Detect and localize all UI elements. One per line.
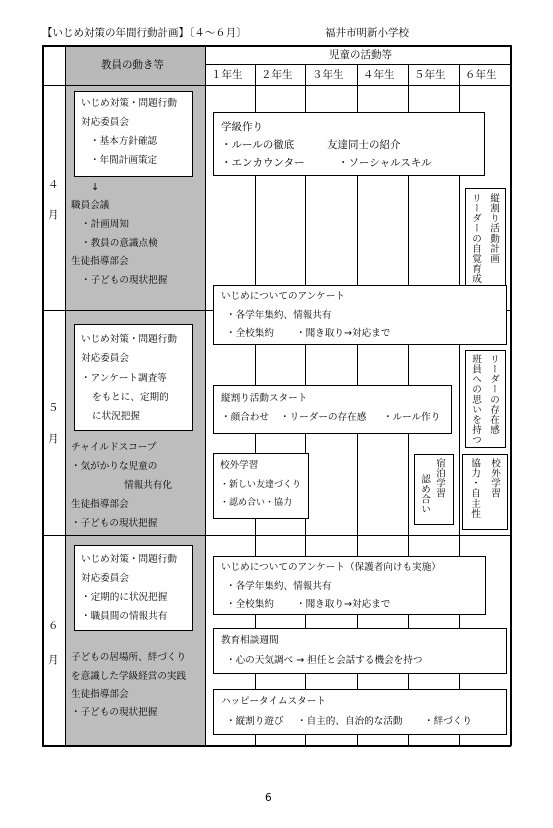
april-survey-line2: ・全校集約	[226, 328, 274, 339]
page-title: 【いじめ対策の年間行動計画】〔４～６月〕	[42, 27, 247, 39]
may-committee-line1: いじめ対策・問題行動	[81, 334, 177, 345]
april-tatewari-note: 縦割り活動計画	[488, 193, 500, 264]
june-others-line3: 生徒指導部会	[71, 689, 129, 700]
june-happy-title: ハッピータイムスタート	[221, 696, 326, 707]
april-committee-line2: 対応委員会	[81, 117, 129, 128]
grade-header-3: ３年生	[312, 69, 344, 81]
april-survey-line3: ・聞き取り→対応まで	[296, 328, 391, 339]
may-committee-line2: 対応委員会	[81, 353, 129, 364]
school-name: 福井市明新小学校	[325, 27, 409, 39]
june-committee-line4: ・職員間の情報共有	[81, 611, 168, 622]
june-others-line2: を意識した学級経営の実践	[71, 671, 187, 682]
may-others-line2: ・気がかりな児童の	[71, 461, 158, 472]
june-committee-line2: 対応委員会	[81, 573, 129, 584]
may-shukuhaku-line1: 宿泊学習	[434, 458, 446, 499]
june-happy-line3: ・絆づくり	[424, 716, 472, 727]
grade-header-4: ４年生	[363, 69, 395, 81]
may-others-line4: 生徒指導部会	[71, 499, 129, 510]
april-gakkyu-line1a: ・ルールの徹底	[221, 139, 295, 151]
may-committee-line4: をもとに、定期的	[92, 392, 169, 403]
may-committee-line3: ・アンケート調査等	[81, 373, 167, 384]
june-happy-line1: ・縦割り遊び	[226, 716, 284, 727]
may-committee-line5: に状況把握	[92, 411, 140, 422]
june-survey-title: いじめについてのアンケート（保護者向けも実施）	[221, 562, 441, 573]
april-survey-line1: ・各学年集約、情報共有	[226, 310, 332, 321]
may-tatewari-line2: ・リーダーの存在感	[280, 412, 367, 423]
april-meeting-line2: ・計画周知	[81, 219, 129, 230]
june-happy-line2: ・自主的、自治的な活動	[297, 716, 403, 727]
may-leader-note: リーダーの存在感	[488, 354, 500, 435]
april-leader-note: リーダーの自覚育成	[470, 193, 482, 284]
april-committee-line3: ・基本方針確認	[90, 136, 158, 147]
may-tatewari-title: 縦割り活動スタート	[221, 393, 308, 404]
april-meeting-line5: ・子どもの現状把握	[81, 275, 168, 286]
page-number: 6	[265, 792, 272, 804]
june-survey-line3: ・聞き取り→対応まで	[296, 599, 391, 610]
may-shukuhaku-line2: 認め合い	[419, 474, 431, 515]
april-gakkyu-line2a: ・エンカウンター	[221, 157, 305, 169]
may-others-line3: 情報共有化	[124, 480, 172, 491]
may-tatewari-line1: ・顔合わせ	[221, 412, 269, 423]
may-kougai-line1: ・新しい友達づくり	[220, 480, 302, 490]
children-column-header: 児童の活動等	[329, 49, 392, 61]
grade-header-6: ６年生	[465, 69, 497, 81]
may-kougai-line2: ・認め合い・協力	[220, 498, 293, 508]
may-kougai-title: 校外学習	[220, 460, 259, 471]
april-survey-title: いじめについてのアンケート	[221, 291, 345, 302]
june-soudan-title: 教育相談週間	[221, 635, 279, 646]
june-survey-line1: ・各学年集約、情報共有	[226, 581, 332, 592]
april-arrow: ↓	[91, 182, 100, 193]
may-others-line5: ・子どもの現状把握	[71, 518, 158, 529]
grade-header-2: ２年生	[261, 69, 293, 81]
may-kougai6-note: 校外学習	[489, 458, 501, 499]
month-label-may-num: ５	[48, 402, 59, 414]
may-han-note: 班員への思いを持つ	[470, 354, 482, 445]
april-meeting-line1: 職員会議	[71, 200, 110, 211]
teacher-column-header: 教員の動き等	[101, 59, 164, 71]
april-meeting-line3: ・教員の意識点検	[81, 238, 158, 249]
grade-header-1: １年生	[211, 69, 243, 81]
june-committee-line1: いじめ対策・問題行動	[81, 554, 177, 565]
april-gakkyu-line2b: ・ソーシャルスキル	[338, 157, 432, 169]
april-meeting-line4: 生徒指導部会	[71, 256, 129, 267]
june-others-line4: ・子どもの現状把握	[71, 707, 158, 718]
june-soudan-line1: ・心の天気調べ → 担任と会話する機会を持つ	[226, 655, 423, 666]
june-committee-line3: ・定期的に状況把握	[81, 592, 168, 603]
month-label-april-num: ４	[48, 179, 59, 191]
month-label-may-char: 月	[48, 433, 59, 445]
may-kyoryoku-note: 協力・自主性	[469, 458, 481, 519]
april-gakkyu-title: 学級作り	[221, 121, 263, 133]
april-committee-line4: ・年間計画策定	[90, 155, 158, 166]
april-gakkyu-line1b: 友達同士の紹介	[327, 139, 401, 151]
june-others-line1: 子どもの居場所、絆づくり	[71, 652, 187, 663]
april-committee-line1: いじめ対策・問題行動	[81, 98, 177, 109]
grade-header-5: ５年生	[414, 69, 446, 81]
june-survey-line2: ・全校集約	[226, 599, 274, 610]
month-label-june-num: ６	[48, 620, 59, 632]
month-label-june-char: 月	[48, 654, 59, 666]
month-label-april-char: 月	[48, 209, 59, 221]
may-tatewari-line3: ・ルール作り	[383, 412, 441, 423]
may-others-line1: チャイルドスコープ	[71, 442, 157, 453]
